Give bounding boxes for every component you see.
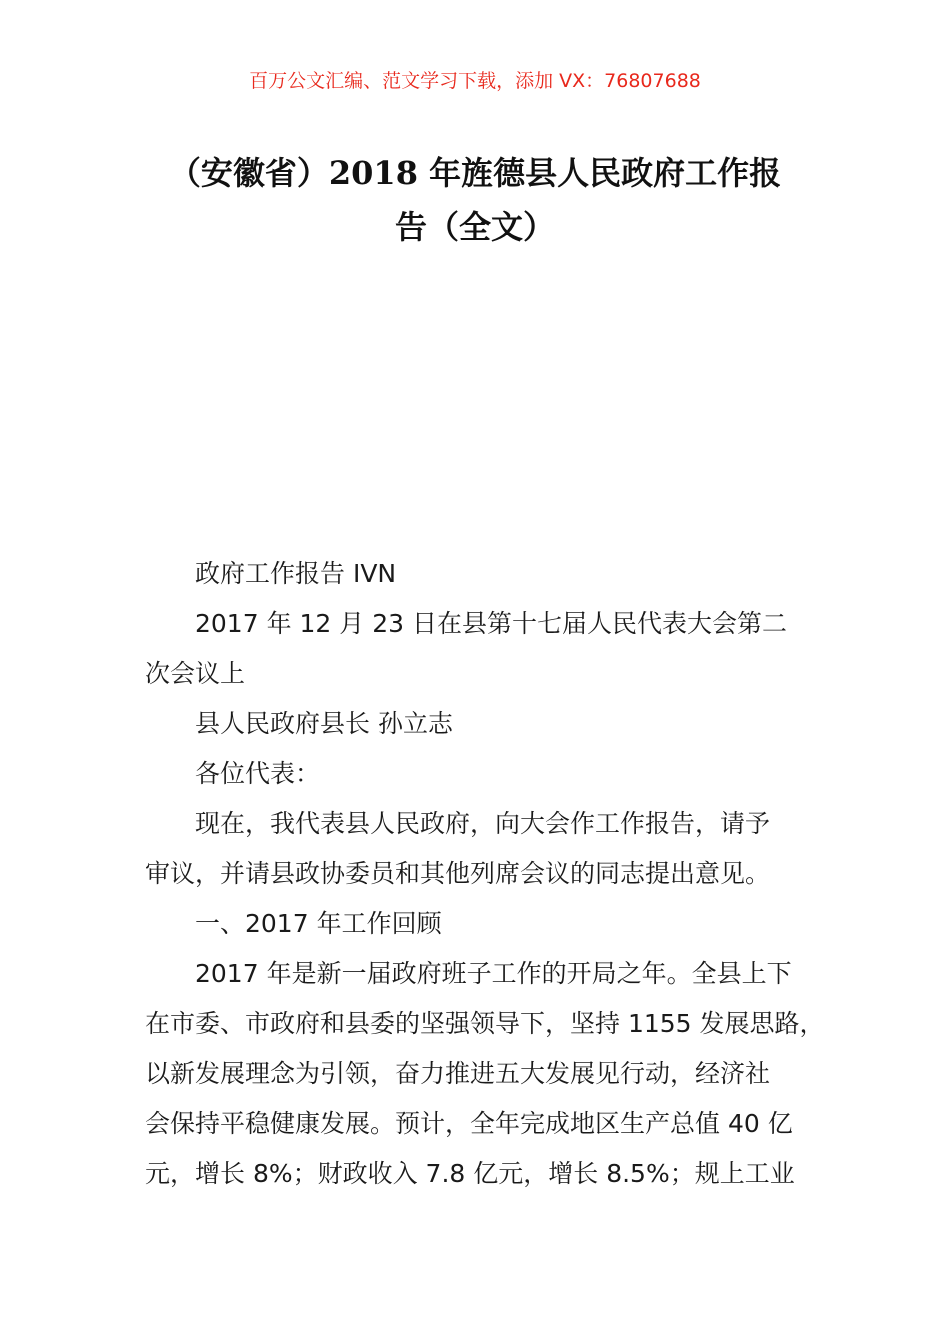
header-banner: 百万公文汇编、范文学习下载，添加 VX：76807688 [249, 70, 701, 92]
intro-paragraph-line-2: 审议，并请县政协委员和其他列席会议的同志提出意见。 [145, 859, 771, 888]
report-label: 政府工作报告 IVN [195, 559, 397, 588]
meeting-date-line-cont: 次会议上 [145, 659, 246, 688]
document-title-line-2: 告（全文） [394, 208, 555, 246]
review-paragraph-line-3: 以新发展理念为引领，奋力推进五大发展见行动，经济社 [145, 1059, 771, 1088]
intro-paragraph-line-1: 现在，我代表县人民政府，向大会作工作报告，请予 [195, 809, 771, 838]
salutation: 各位代表： [195, 759, 321, 788]
document-body [145, 549, 835, 1199]
review-paragraph-line-1: 2017 年是新一届政府班子工作的开局之年。全县上下 [195, 959, 792, 988]
document-title [120, 146, 830, 254]
review-paragraph-line-2: 在市委、市政府和县委的坚强领导下，坚持 1155 发展思路， [145, 1009, 825, 1038]
review-paragraph-line-4: 会保持平稳健康发展。预计，全年完成地区生产总值 40 亿 [145, 1109, 793, 1138]
meeting-date-line: 2017 年 12 月 23 日在县第十七届人民代表大会第二 [195, 609, 787, 638]
speaker-line: 县人民政府县长 孙立志 [195, 709, 453, 738]
document-title-line-1: （安徽省）2018 年旌德县人民政府工作报 [168, 154, 782, 192]
review-paragraph-line-5: 元，增长 8%；财政收入 7.8 亿元，增长 8.5%；规上工业 [145, 1159, 795, 1188]
section-heading: 一、2017 年工作回顾 [195, 909, 442, 938]
